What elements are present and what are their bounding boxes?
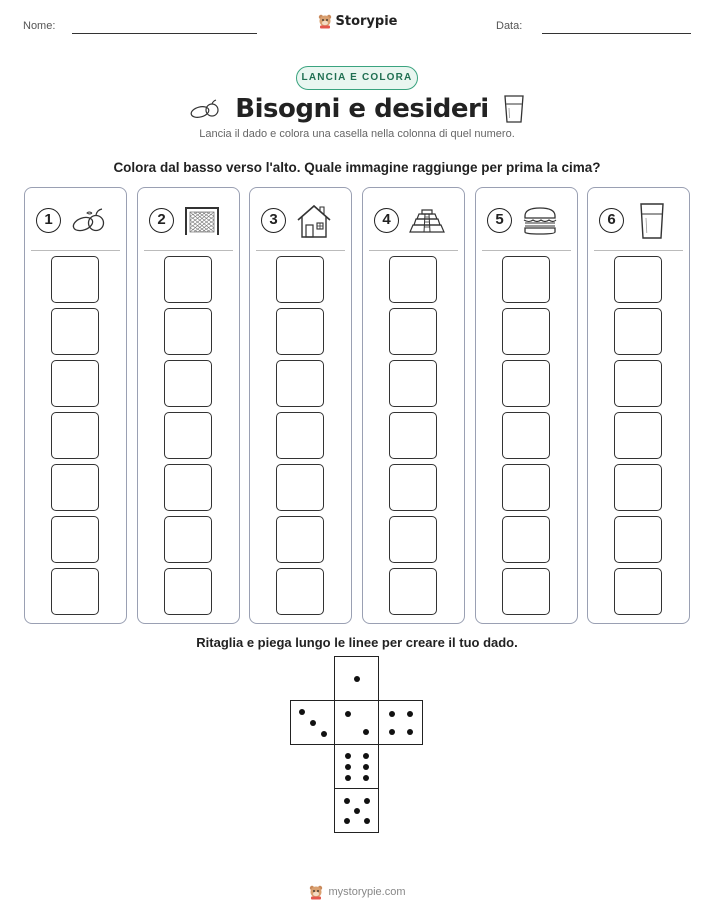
column-2	[137, 187, 240, 624]
die-pip	[363, 729, 369, 735]
die-face-5	[334, 788, 379, 833]
color-cell	[51, 568, 99, 615]
color-cell	[276, 568, 324, 615]
die-pip	[345, 764, 351, 770]
pyramid-icon	[408, 202, 446, 240]
color-cell	[614, 308, 662, 355]
die-pip	[321, 731, 327, 737]
die-pip	[344, 798, 350, 804]
storypie-bear-icon	[317, 13, 333, 29]
die-pip	[407, 711, 413, 717]
water-glass-icon	[633, 202, 671, 240]
column-6	[587, 187, 690, 624]
color-cell	[614, 568, 662, 615]
color-cell	[502, 412, 550, 459]
color-cell	[502, 568, 550, 615]
die-pip	[407, 729, 413, 735]
column-4	[362, 187, 465, 624]
die-pip	[310, 720, 316, 726]
color-cell	[276, 256, 324, 303]
die-pip	[364, 818, 370, 824]
color-cell	[51, 256, 99, 303]
color-cell	[276, 464, 324, 511]
column-divider	[594, 250, 683, 251]
die-pip	[364, 798, 370, 804]
column-5	[475, 187, 578, 624]
water-glass-icon	[503, 94, 525, 124]
sandwich-icon	[521, 202, 559, 240]
column-divider	[482, 250, 571, 251]
die-pip	[389, 711, 395, 717]
color-cell	[276, 360, 324, 407]
color-cell	[389, 464, 437, 511]
die-pip	[363, 775, 369, 781]
die-pip	[354, 808, 360, 814]
fruit-icon	[70, 202, 108, 240]
die-face-2	[334, 700, 379, 745]
color-cell	[51, 516, 99, 563]
column-number: 2	[149, 208, 174, 233]
house-icon	[295, 202, 333, 240]
die-face-6	[334, 744, 379, 789]
color-cell	[614, 256, 662, 303]
color-cell	[389, 256, 437, 303]
color-cell	[164, 412, 212, 459]
color-cell	[389, 308, 437, 355]
column-number: 1	[36, 208, 61, 233]
color-cell	[276, 412, 324, 459]
name-label: Nome:	[23, 20, 56, 32]
color-cell	[164, 308, 212, 355]
logo-text: Storypie	[335, 13, 398, 29]
color-cell	[614, 516, 662, 563]
color-cell	[51, 360, 99, 407]
column-1	[24, 187, 127, 624]
column-divider	[369, 250, 458, 251]
column-number: 5	[487, 208, 512, 233]
color-cell	[164, 360, 212, 407]
color-cell	[389, 568, 437, 615]
cut-instruction: Ritaglia e piega lungo le linee per creare il tuo dado.	[196, 635, 518, 650]
color-cell	[389, 360, 437, 407]
die-face-3	[290, 700, 335, 745]
footer-url: mystorypie.com	[328, 886, 406, 898]
footer	[0, 884, 714, 905]
column-divider	[144, 250, 233, 251]
color-cell	[164, 464, 212, 511]
logo	[0, 13, 714, 34]
color-cell	[502, 360, 550, 407]
die-pip	[363, 764, 369, 770]
die-pip	[345, 711, 351, 717]
color-cell	[389, 412, 437, 459]
die-pip	[354, 676, 360, 682]
color-cell	[614, 360, 662, 407]
column-number: 4	[374, 208, 399, 233]
color-cell	[614, 412, 662, 459]
die-pip	[345, 775, 351, 781]
die-face-1	[334, 656, 379, 701]
die-pip	[344, 818, 350, 824]
fruit-icon	[189, 98, 221, 120]
color-cell	[51, 412, 99, 459]
column-3	[249, 187, 352, 624]
column-divider	[256, 250, 345, 251]
color-cell	[51, 464, 99, 511]
storypie-bear-icon	[308, 884, 324, 900]
instruction: Colora dal basso verso l'alto. Quale immagine raggiunge per prima la cima?	[113, 160, 601, 175]
die-face-4	[378, 700, 423, 745]
column-divider	[31, 250, 120, 251]
color-cell	[502, 308, 550, 355]
die-pip	[345, 753, 351, 759]
soccer-goal-icon	[183, 202, 221, 240]
color-cell	[164, 516, 212, 563]
die-pip	[363, 753, 369, 759]
color-cell	[614, 464, 662, 511]
column-number: 6	[599, 208, 624, 233]
color-cell	[502, 516, 550, 563]
title-row	[0, 90, 714, 128]
color-cell	[276, 308, 324, 355]
color-cell	[276, 516, 324, 563]
color-cell	[51, 308, 99, 355]
die-pip	[299, 709, 305, 715]
color-cell	[502, 464, 550, 511]
column-number: 3	[261, 208, 286, 233]
page-title: Bisogni e desideri	[235, 94, 489, 124]
subtitle: Lancia il dado e colora una casella nella colonna di quel numero.	[199, 128, 515, 140]
date-label: Data:	[496, 20, 523, 32]
color-cell	[502, 256, 550, 303]
activity-badge: LANCIA E COLORA	[296, 66, 418, 90]
color-cell	[164, 568, 212, 615]
color-cell	[389, 516, 437, 563]
die-pip	[389, 729, 395, 735]
color-cell	[164, 256, 212, 303]
